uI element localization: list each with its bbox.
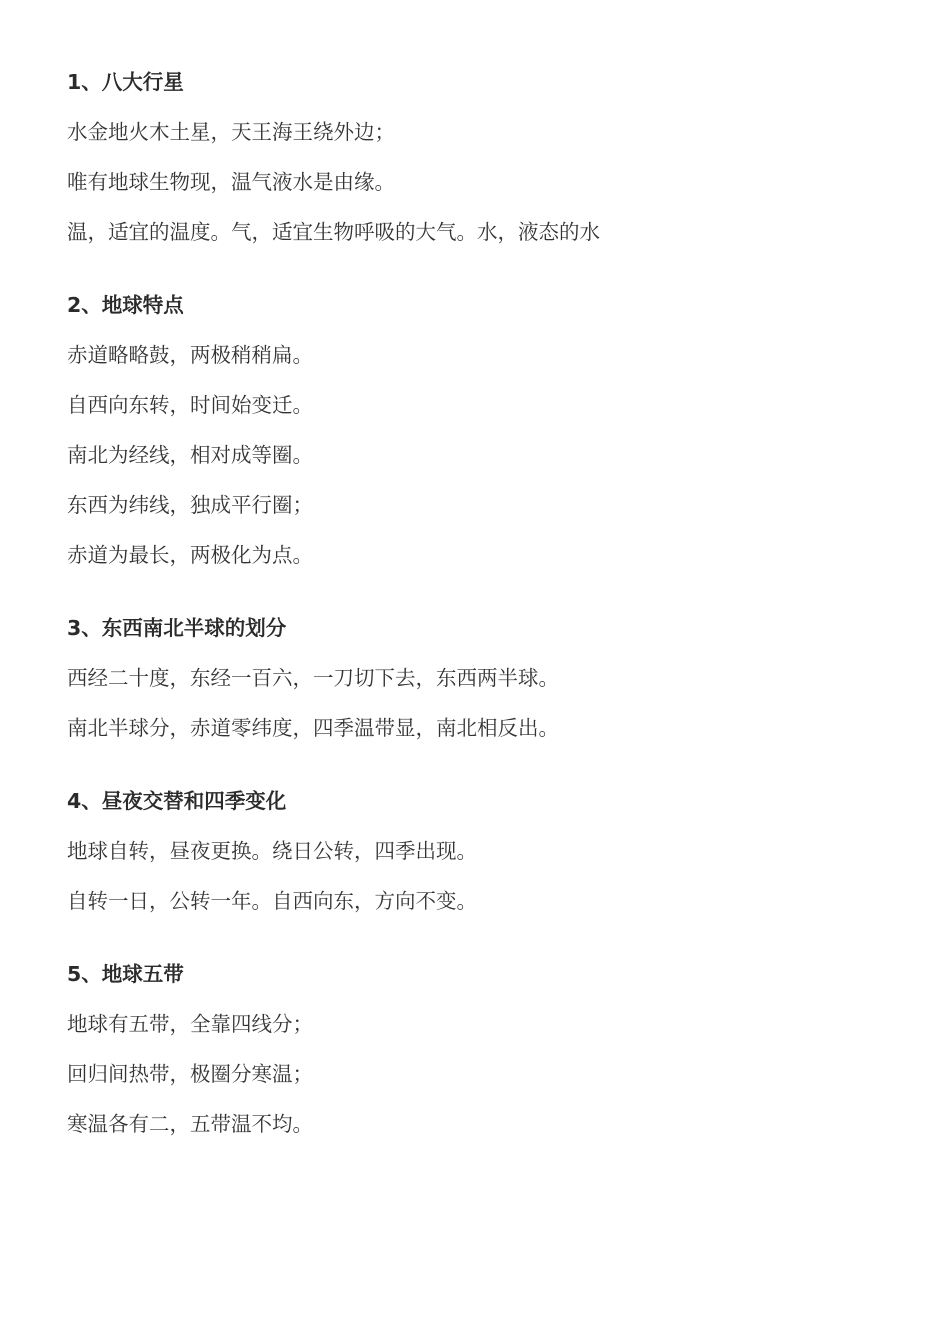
section-day-night-seasons — [67, 789, 950, 913]
text-line: 南北半球分，赤道零纬度，四季温带显，南北相反出。 — [67, 716, 559, 740]
text-line: 西经二十度，东经一百六，一刀切下去，东西两半球。 — [67, 666, 559, 690]
text-line: 自西向东转，时间始变迁。 — [67, 393, 313, 417]
section-five-zones — [67, 962, 950, 1136]
text-line: 南北为经线，相对成等圈。 — [67, 443, 313, 467]
text-line: 地球自转，昼夜更换。绕日公转，四季出现。 — [67, 839, 477, 863]
text-line: 东西为纬线，独成平行圈； — [67, 493, 313, 517]
text-line: 地球有五带，全靠四线分； — [67, 1012, 313, 1036]
text-line: 自转一日，公转一年。自西向东，方向不变。 — [67, 889, 477, 913]
section-earth-features — [67, 293, 950, 567]
section-title: 2、地球特点 — [67, 293, 184, 317]
section-title: 3、东西南北半球的划分 — [67, 616, 287, 640]
section-title: 5、地球五带 — [67, 962, 184, 986]
text-line: 温，适宜的温度。气，适宜生物呼吸的大气。水，液态的水 — [67, 220, 600, 244]
section-title: 4、昼夜交替和四季变化 — [67, 789, 287, 813]
text-line: 赤道略略鼓，两极稍稍扁。 — [67, 343, 313, 367]
section-hemispheres — [67, 616, 950, 740]
text-line: 寒温各有二，五带温不均。 — [67, 1112, 313, 1136]
text-line: 回归间热带，极圈分寒温； — [67, 1062, 313, 1086]
section-title: 1、八大行星 — [67, 70, 184, 94]
section-planets — [67, 70, 950, 244]
text-line: 唯有地球生物现，温气液水是由缘。 — [67, 170, 395, 194]
text-line: 水金地火木土星，天王海王绕外边； — [67, 120, 395, 144]
text-line: 赤道为最长，两极化为点。 — [67, 543, 313, 567]
